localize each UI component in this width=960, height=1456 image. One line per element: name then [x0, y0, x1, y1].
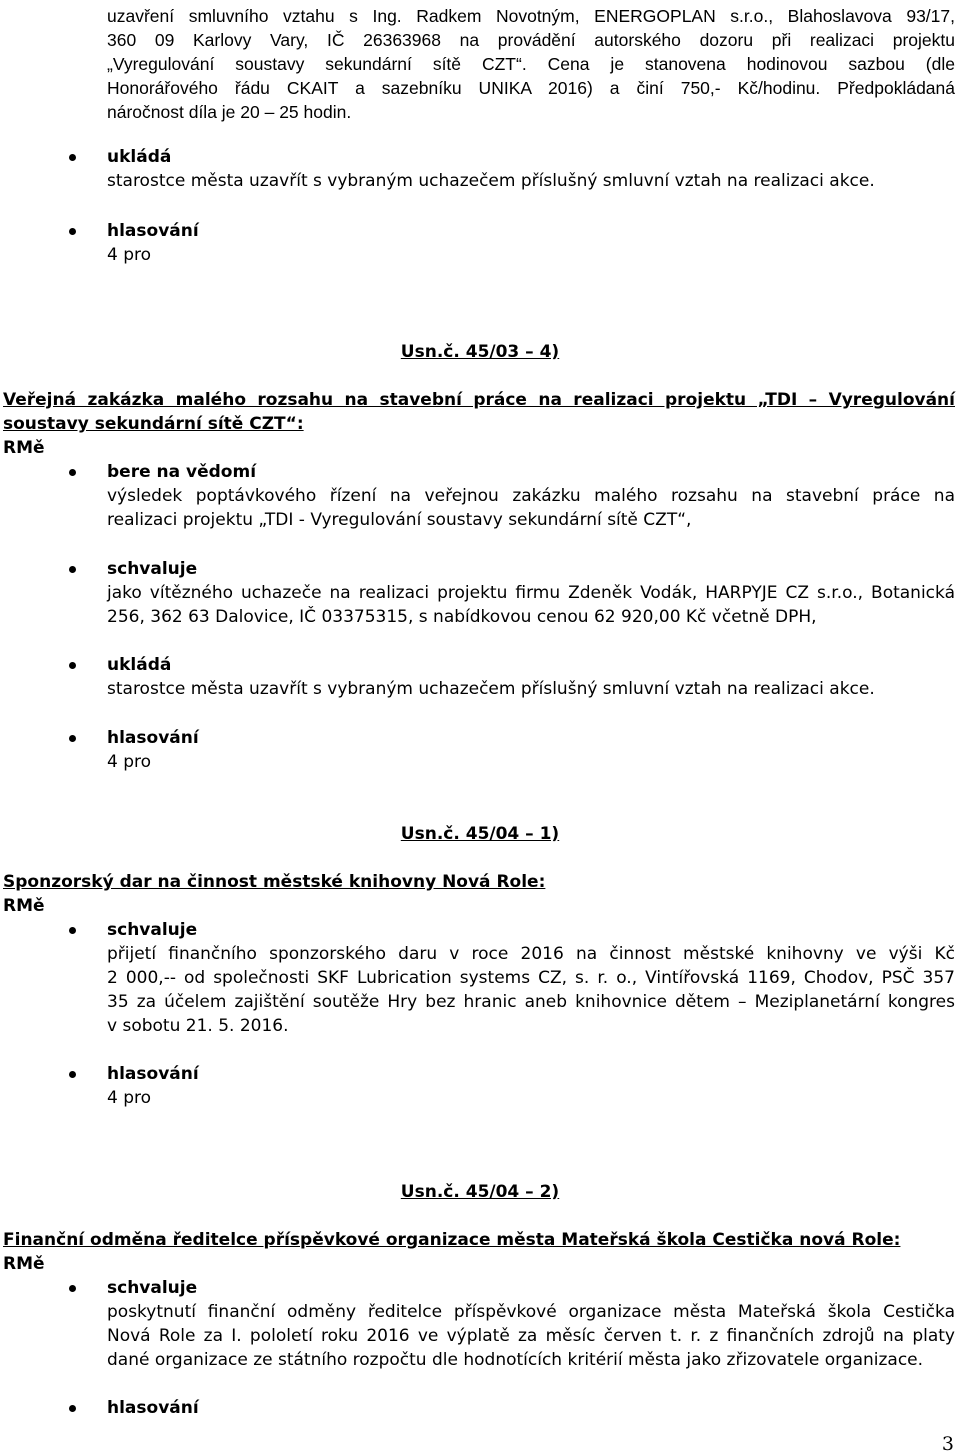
hlasovani-label: hlasování — [107, 221, 199, 241]
schvaluje-text-line: přijetí finančního sponzorského daru v roce 2016 na činnost městské knihovny ve výši Kč — [107, 944, 955, 964]
hlasovani-label: hlasování — [107, 728, 199, 748]
resolution-number: Usn.č. 45/04 – 1) — [400, 824, 560, 844]
intro-line: Honorářového řádu CKAIT a sazebníku UNIKA 2016) a činí 750,- Kč/hodinu. Předpokládaná — [107, 78, 955, 98]
schvaluje-label: schvaluje — [107, 1278, 198, 1298]
bullet-icon — [69, 1071, 76, 1078]
bere-text-line: realizaci projektu „TDI - Vyregulování soustavy sekundární sítě CZT“, — [107, 510, 692, 530]
schvaluje-label: schvaluje — [107, 559, 198, 579]
uklada-label: ukládá — [107, 655, 172, 675]
intro-line: uzavření smluvního vztahu s Ing. Radkem Novotným, ENERGOPLAN s.r.o., Blahoslavova 93/17, — [107, 6, 955, 26]
bullet-icon — [69, 1285, 76, 1292]
intro-line: „Vyregulování soustavy sekundární sítě CZT“. Cena je stanovena hodinovou sazbou (dle — [107, 54, 955, 74]
uklada-label: ukládá — [107, 147, 172, 167]
resolution-number: Usn.č. 45/04 – 2) — [400, 1182, 560, 1202]
hlasovani-value: 4 pro — [107, 245, 152, 265]
uklada-text: starostce města uzavřít s vybraným uchazečem příslušný smluvní vztah na realizaci akce. — [107, 679, 875, 699]
hlasovani-label: hlasování — [107, 1064, 199, 1084]
schvaluje-text-line: 256, 362 63 Dalovice, IČ 03375315, s nabídkovou cenou 62 920,00 Kč včetně DPH, — [107, 607, 817, 627]
schvaluje-text-line: jako vítězného uchazeče na realizaci projektu firmu Zdeněk Vodák, HARPYJE CZ s.r.o., Botanická — [107, 583, 955, 603]
schvaluje-text-line: Nová Role za I. pololetí roku 2016 ve výplatě za měsíc červen t. r. z finančních zdrojů na platy — [107, 1326, 955, 1346]
bullet-icon — [69, 662, 76, 669]
hlasovani-value: 4 pro — [107, 752, 152, 772]
resolution-number: Usn.č. 45/03 – 4) — [400, 342, 560, 362]
bere-na-vedomi-label: bere na vědomí — [107, 462, 257, 482]
bullet-icon — [69, 735, 76, 742]
resolution-heading: soustavy sekundární sítě CZT“: — [3, 414, 304, 434]
schvaluje-text-line: 35 za účelem zajištění soutěže Hry bez hranic aneb knihovnice dětem – Meziplanetární kongres — [107, 992, 955, 1012]
bere-text-line: výsledek poptávkového řízení na veřejnou zakázku malého rozsahu na stavební práce na — [107, 486, 955, 506]
intro-line: 360 09 Karlovy Vary, IČ 26363968 na provádění autorského dozoru při realizaci projektu — [107, 30, 955, 50]
schvaluje-text-line: v sobotu 21. 5. 2016. — [107, 1016, 289, 1036]
bullet-icon — [69, 228, 76, 235]
bullet-icon — [69, 154, 76, 161]
bullet-icon — [69, 927, 76, 934]
hlasovani-label: hlasování — [107, 1398, 199, 1418]
schvaluje-text-line: poskytnutí finanční odměny ředitelce příspěvkové organizace města Mateřská škola Cestička — [107, 1302, 955, 1322]
rme-label: RMě — [3, 438, 45, 458]
intro-line: náročnost díla je 20 – 25 hodin. — [107, 102, 352, 122]
hlasovani-value: 4 pro — [107, 1088, 152, 1108]
page-number: 3 — [941, 1433, 954, 1455]
resolution-heading: Finanční odměna ředitelce příspěvkové organizace města Mateřská škola Cestička nová Role: — [3, 1230, 901, 1250]
resolution-heading: Veřejná zakázka malého rozsahu na stavební práce na realizaci projektu „TDI – Vyregulování — [3, 390, 955, 410]
resolution-heading: Sponzorský dar na činnost městské knihovny Nová Role: — [3, 872, 546, 892]
bullet-icon — [69, 1405, 76, 1412]
uklada-text: starostce města uzavřít s vybraným uchazečem příslušný smluvní vztah na realizaci akce. — [107, 171, 875, 191]
bullet-icon — [69, 566, 76, 573]
rme-label: RMě — [3, 896, 45, 916]
bullet-icon — [69, 469, 76, 476]
schvaluje-text-line: 2 000,-- od společnosti SKF Lubrication systems CZ, s. r. o., Vintířovská 1169, Chodov, PSČ 357 — [107, 968, 955, 988]
schvaluje-text-line: dané organizace ze státního rozpočtu dle hodnotících kritérií města jako zřizovatele organizace. — [107, 1350, 924, 1370]
schvaluje-label: schvaluje — [107, 920, 198, 940]
rme-label: RMě — [3, 1254, 45, 1274]
